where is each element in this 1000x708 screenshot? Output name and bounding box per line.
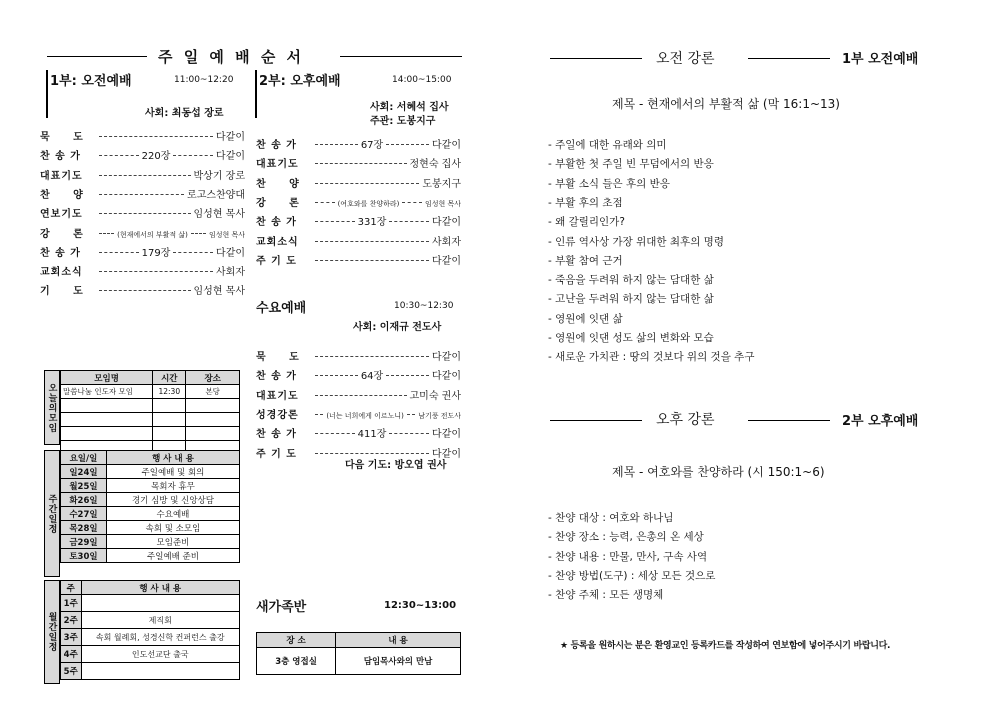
dash-leader (315, 356, 429, 357)
afternoon-sermon-title: 오후 강론 (656, 412, 715, 428)
order-row (256, 387, 461, 402)
order-value: 박상기 장로 (193, 170, 245, 182)
dash-leader (99, 252, 139, 253)
order-label: 찬 송 가 (256, 429, 297, 441)
table-cell (153, 427, 186, 441)
sermon-point: - 고난을 두려워 하지 않는 담대한 삶 (548, 293, 714, 306)
dash-leader (315, 433, 355, 434)
monthly-schedule-label: 월간일정 (44, 580, 60, 684)
table-cell (153, 413, 186, 427)
weekly-schedule-table (60, 450, 240, 563)
table-cell: 인도선교단 출국 (81, 646, 240, 663)
next-prayer: 다음 기도: 방오엽 권사 (345, 460, 447, 471)
table-cell: 12:30 (153, 385, 186, 399)
table-cell: 수요예배 (106, 507, 239, 521)
order-row (256, 348, 461, 363)
order-row (256, 252, 461, 267)
order-value: 로고스찬양대 (187, 189, 245, 201)
table-cell: 속회 월례회, 성경신학 컨퍼런스 출강 (81, 629, 240, 646)
wednesday-title: 수요예배 (256, 301, 307, 316)
order-value: 220장 (141, 151, 171, 163)
morning-service-label: 1부 오전예배 (842, 52, 919, 67)
sermon-point: - 죽음을 두려워 하지 않는 담대한 삶 (548, 274, 714, 287)
order-row (40, 282, 245, 297)
order-performer: 임성현 목사 (424, 199, 461, 208)
day-name: 월 (69, 481, 78, 492)
sermon-point: - 부활 참여 근거 (548, 254, 623, 267)
order-row (40, 225, 245, 240)
table-row (61, 521, 240, 535)
day-date: 25일 (77, 481, 98, 492)
day-date: 27일 (77, 509, 98, 520)
table-cell (81, 663, 240, 680)
table-row (61, 493, 240, 507)
today-meeting-label: 오늘의모임 (44, 370, 60, 445)
table-row (61, 465, 240, 479)
order-performer: 다같이 (216, 151, 246, 163)
afternoon-service-label: 2부 오후예배 (842, 414, 919, 429)
order-row (40, 263, 245, 278)
table-row (61, 663, 240, 680)
table-cell: 1주 (61, 595, 82, 612)
afternoon-rule-right (748, 420, 830, 421)
part1-title: 1부: 오전예배 (50, 74, 132, 89)
order-row (256, 233, 461, 248)
title-rule-right (340, 56, 462, 57)
order-value: 67장 (360, 140, 384, 151)
order-value: 331장 (357, 217, 387, 229)
table-row (61, 612, 240, 629)
sermon-point: - 주일에 대한 유래와 의미 (548, 139, 667, 151)
dash-leader (99, 155, 139, 156)
order-row (256, 136, 461, 151)
table-header: 장소 (186, 371, 240, 385)
order-value: 다같이 (432, 352, 461, 363)
order-value: (현재에서의 부활적 삶) (117, 230, 188, 239)
table-header: 행 사 내 용 (81, 581, 240, 595)
order-label: 기 도 (40, 286, 84, 298)
order-performer: 다같이 (432, 371, 461, 383)
table-row (61, 629, 240, 646)
table-cell (186, 427, 240, 441)
today-meeting-table (60, 370, 240, 455)
title-rule-left (47, 56, 147, 57)
part1-bar (46, 70, 48, 118)
order-value: 사회자 (432, 236, 461, 248)
table-row (61, 427, 240, 441)
part2-host: 사회: 서혜석 집사 (370, 102, 449, 113)
order-performer: 남기풍 전도사 (418, 411, 462, 420)
table-cell: 속회 및 소모임 (106, 521, 239, 535)
order-label: 대표기도 (256, 159, 299, 171)
order-row (256, 367, 461, 382)
morning-rule-left (550, 58, 642, 59)
weekly-schedule-label: 주간일정 (44, 450, 60, 577)
order-row (256, 406, 461, 421)
order-label: 주 기 도 (256, 448, 297, 460)
sermon-point: - 부활한 첫 주일 빈 무덤에서의 반응 (548, 158, 714, 171)
dash-leader (315, 375, 358, 376)
order-label: 강 론 (256, 197, 300, 209)
morning-rule-right (748, 58, 830, 59)
nf-header-place: 장 소 (257, 633, 336, 648)
order-performer: 임성현 목사 (208, 230, 246, 239)
order-row (40, 244, 245, 259)
dash-leader (389, 221, 429, 222)
order-row (40, 167, 245, 182)
order-row (256, 194, 461, 209)
morning-sermon-title: 오전 강론 (656, 51, 715, 67)
day-name: 화 (69, 495, 78, 506)
order-row (256, 213, 461, 228)
order-value: (여호와를 찬양하라) (337, 199, 400, 208)
dash-leader (315, 221, 355, 222)
order-label: 찬 송 가 (256, 140, 297, 151)
monthly-schedule-table (60, 580, 240, 680)
sermon-point: - 인류 역사상 가장 위대한 최후의 명령 (548, 235, 724, 248)
order-performer: 다같이 (432, 140, 461, 151)
table-cell: 2주 (61, 612, 82, 629)
dash-leader (173, 252, 213, 253)
nf-header-content: 내 용 (336, 633, 461, 648)
table-cell (81, 595, 240, 612)
order-value: 179장 (141, 247, 171, 259)
order-performer: 다같이 (216, 247, 246, 259)
table-cell (186, 413, 240, 427)
dash-leader (315, 453, 429, 454)
table-header: 주 (61, 581, 82, 595)
order-row (256, 425, 461, 440)
order-value: 사회자 (216, 267, 245, 279)
table-row (61, 413, 240, 427)
order-label: 주 기 도 (256, 255, 297, 267)
order-value: 정현숙 집사 (409, 159, 461, 171)
part2-organizer: 주관: 도봉지구 (370, 116, 436, 127)
day-name: 토 (69, 551, 78, 562)
dash-leader (99, 194, 184, 195)
sermon-point: - 찬양 대상 : 여호와 하나님 (548, 512, 674, 524)
part2-time: 14:00~15:00 (392, 75, 452, 85)
table-cell (153, 399, 186, 413)
dash-leader (407, 414, 415, 415)
sermon-point: - 왜 갈릴리인가? (548, 216, 625, 229)
order-row (40, 147, 245, 162)
table-header: 시간 (153, 371, 186, 385)
table-cell: 5주 (61, 663, 82, 680)
order-label: 교회소식 (40, 267, 83, 279)
order-performer: 다같이 (432, 217, 462, 229)
table-row (61, 479, 240, 493)
order-value: 다같이 (432, 448, 461, 460)
registration-notice: ★ 등록을 원하시는 분은 환영교인 등록카드를 작성하여 연보함에 넣어주시기 바랍니다. (560, 641, 891, 651)
sermon-point: - 부활 소식 들은 후의 반응 (548, 177, 670, 190)
table-row (61, 646, 240, 663)
dash-leader (402, 202, 422, 203)
order-label: 연보기도 (40, 209, 83, 221)
order-label: 대표기도 (40, 170, 83, 182)
order-row (256, 155, 461, 170)
order-value: 411장 (357, 429, 387, 441)
table-cell (61, 413, 153, 427)
order-label: 묵 도 (256, 352, 300, 363)
table-header: 모임명 (61, 371, 153, 385)
table-row (61, 549, 240, 563)
order-row (40, 128, 245, 143)
table-cell (61, 427, 153, 441)
order-row (40, 205, 245, 220)
day-date: 26일 (77, 495, 98, 506)
order-label: 찬 송 가 (40, 151, 81, 163)
sermon-point: - 찬양 주체 : 모든 생명체 (548, 589, 664, 602)
wednesday-host: 사회: 이재규 전도사 (353, 322, 442, 333)
dash-leader (99, 271, 213, 272)
sermon-point: - 영원에 잇댄 삶 (548, 312, 623, 325)
day-date: 24일 (77, 467, 98, 478)
dash-leader (99, 290, 191, 291)
table-row (61, 535, 240, 549)
order-value: 다같이 (432, 255, 461, 267)
order-label: 성경강론 (256, 409, 299, 421)
afternoon-subject: 제목 - 여호와를 찬양하라 (시 150:1~6) (612, 465, 825, 479)
table-cell: 경기 심방 및 신앙상담 (106, 493, 239, 507)
dash-leader (173, 155, 213, 156)
afternoon-rule-left (550, 420, 642, 421)
newfamily-time: 12:30~13:00 (384, 600, 457, 611)
sermon-point: - 영원에 잇댄 성도 삶의 변화와 모습 (548, 332, 714, 344)
table-cell: 주일예배 준비 (106, 549, 239, 563)
order-value: 고미숙 권사 (409, 390, 461, 402)
order-value: 다같이 (216, 132, 245, 143)
dash-leader (315, 144, 358, 145)
order-value: 임성현 목사 (193, 286, 245, 298)
order-value: (너는 너희에게 이르노니) (326, 411, 404, 420)
order-label: 찬 송 가 (40, 247, 81, 259)
order-label: 찬 양 (256, 178, 300, 190)
nf-content: 담임목사와의 만남 (336, 648, 461, 675)
dash-leader (315, 163, 407, 164)
table-header: 요일/일 (61, 451, 107, 465)
day-date: 29일 (77, 537, 98, 548)
table-cell: 말씀나눔 인도자 모임 (61, 385, 153, 399)
day-date: 30일 (77, 551, 98, 562)
dash-leader (99, 136, 213, 137)
order-label: 찬 양 (40, 189, 84, 201)
order-label: 찬 송 가 (256, 217, 297, 229)
table-cell: 모임준비 (106, 535, 239, 549)
order-value: 64장 (360, 371, 384, 383)
part1-time: 11:00~12:20 (174, 75, 234, 85)
part1-host: 사회: 최동섭 장로 (145, 108, 224, 119)
table-row (61, 385, 240, 399)
sermon-point: - 새로운 가치관 : 땅의 것보다 위의 것을 추구 (548, 351, 755, 364)
table-cell (186, 399, 240, 413)
dash-leader (99, 233, 114, 234)
table-row (61, 595, 240, 612)
order-label: 찬 송 가 (256, 371, 297, 383)
table-cell: 주일예배 및 회의 (106, 465, 239, 479)
dash-leader (99, 175, 191, 176)
order-label: 대표기도 (256, 390, 299, 402)
order-value: 임성현 목사 (193, 209, 245, 221)
wednesday-time: 10:30~12:30 (394, 301, 454, 311)
dash-leader (315, 183, 419, 184)
dash-leader (191, 233, 206, 234)
morning-subject: 제목 - 현재에서의 부활적 삶 (막 16:1~13) (612, 97, 840, 111)
table-cell: 목회자 휴무 (106, 479, 239, 493)
part2-title: 2부: 오후예배 (259, 74, 341, 89)
order-label: 묵 도 (40, 132, 84, 143)
dash-leader (386, 375, 429, 376)
day-name: 일 (69, 467, 78, 478)
newfamily-table (256, 632, 461, 675)
dash-leader (389, 433, 429, 434)
table-cell: 3주 (61, 629, 82, 646)
table-row (61, 399, 240, 413)
dash-leader (315, 202, 335, 203)
worship-order-title: 주 일 예 배 순 서 (158, 48, 305, 66)
dash-leader (315, 260, 429, 261)
nf-place: 3층 영접실 (257, 648, 336, 675)
sermon-point: - 찬양 장소 : 능력, 은총의 온 세상 (548, 531, 704, 544)
table-cell: 본당 (186, 385, 240, 399)
day-name: 금 (69, 537, 78, 548)
day-date: 28일 (77, 523, 98, 534)
day-name: 목 (69, 523, 78, 534)
table-header: 행 사 내 용 (106, 451, 239, 465)
dash-leader (315, 241, 429, 242)
sermon-point: - 찬양 방법(도구) : 세상 모든 것으로 (548, 569, 716, 582)
order-row (256, 175, 461, 190)
newfamily-title: 새가족반 (256, 600, 307, 615)
table-row (61, 507, 240, 521)
dash-leader (315, 395, 407, 396)
sermon-point: - 찬양 내용 : 만물, 만사, 구속 사역 (548, 550, 708, 563)
dash-leader (386, 144, 429, 145)
sermon-point: - 부활 후의 초점 (548, 196, 623, 209)
table-cell: 제직회 (81, 612, 240, 629)
table-cell: 4주 (61, 646, 82, 663)
dash-leader (315, 414, 323, 415)
order-value: 도봉지구 (422, 178, 461, 190)
order-label: 교회소식 (256, 236, 299, 248)
order-label: 강 론 (40, 228, 84, 240)
table-cell (61, 399, 153, 413)
dash-leader (99, 213, 191, 214)
day-name: 수 (69, 509, 78, 520)
order-row (40, 186, 245, 201)
order-performer: 다같이 (432, 429, 462, 441)
part2-bar (255, 70, 257, 118)
